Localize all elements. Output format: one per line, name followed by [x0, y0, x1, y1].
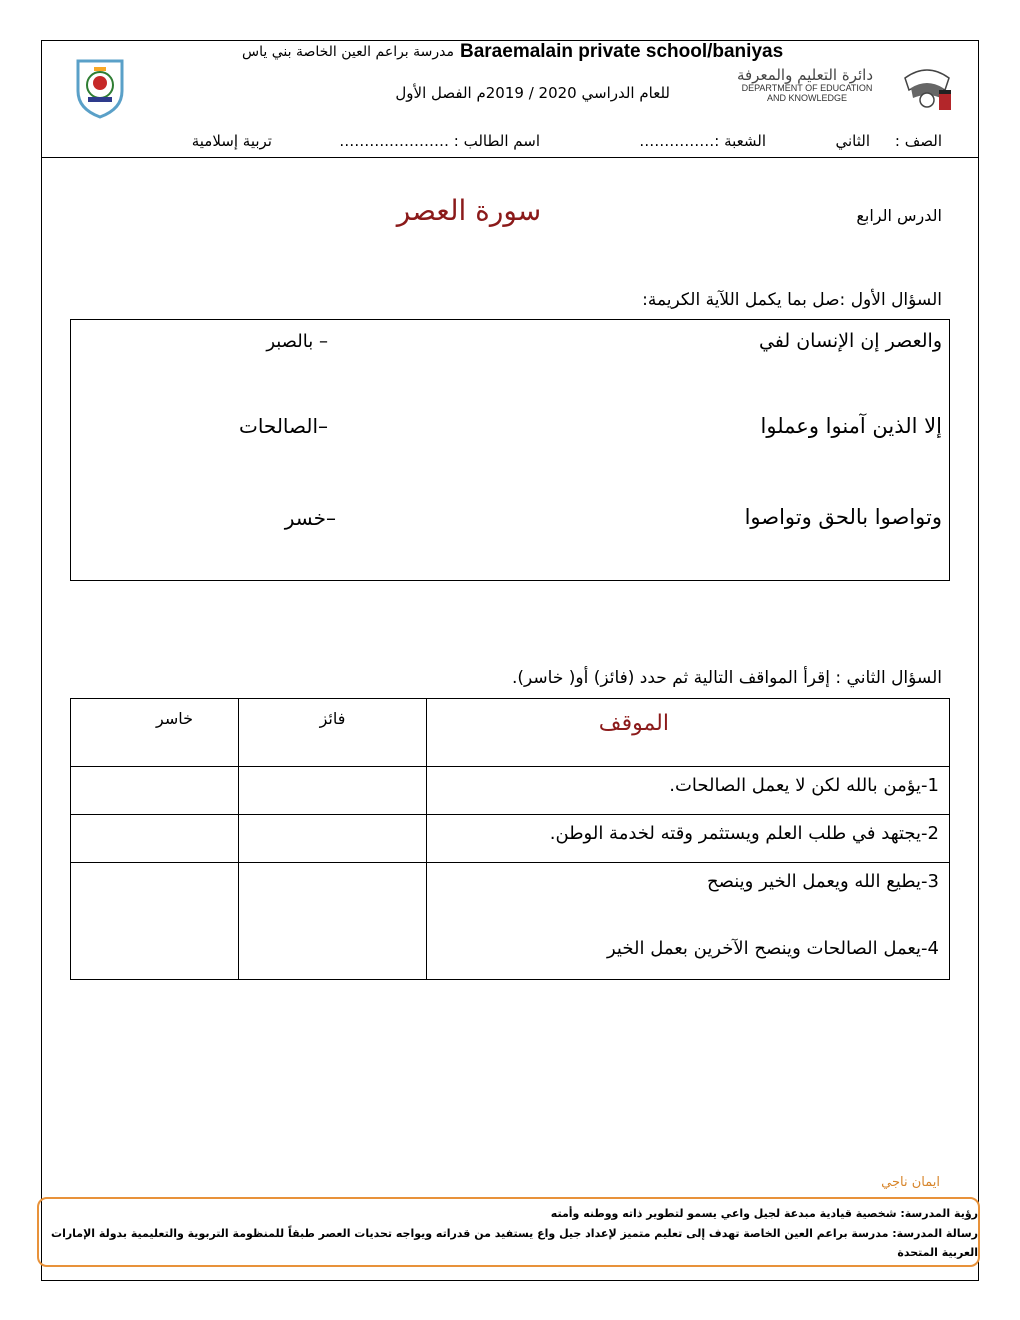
school-name-ar: مدرسة براعم العين الخاصة بني ياس [242, 44, 454, 60]
loser-answer-cell[interactable] [71, 815, 239, 863]
school-logo [72, 55, 128, 119]
winner-answer-cell[interactable] [239, 767, 427, 815]
school-mission-1: رسالة المدرسة: مدرسة براعم العين الخاصة تهدف إلى تعليم متميز لإعداد جيل واع يستفيد من قدراته ويواجه تحديات العصر طبقاً للمنظومة التربوية والتعليمية بدولة الإمارات [51, 1227, 978, 1240]
situation-4: 4-يعمل الصالحات وينصح الآخرين بعمل الخير [607, 938, 939, 959]
school-vision: رؤية المدرسة: شخصية قيادية مبدعة لجيل واعي يسمو لتطوير ذاته ووطنه وأمته [550, 1207, 978, 1220]
grade-value: الثاني [835, 132, 870, 150]
department-name-en-2: AND KNOWLEDGE [766, 93, 847, 103]
school-shield-icon [72, 55, 128, 119]
situations-table [70, 698, 950, 980]
q1-right-item-1: – بالصبر [266, 331, 328, 352]
situation-1: 1-يؤمن بالله لكن لا يعمل الصالحات. [669, 775, 939, 796]
table-row [71, 767, 950, 815]
header-loser-cell [71, 699, 239, 767]
lesson-label: الدرس الرابع [856, 206, 942, 225]
header-winner-cell [239, 699, 427, 767]
grade-label: الصف : [894, 132, 942, 150]
winner-answer-cell[interactable] [239, 815, 427, 863]
header-situation-cell [427, 699, 950, 767]
emblem-icon [901, 60, 953, 112]
department-logo [901, 60, 953, 112]
teacher-name: ايمان ناجي [881, 1175, 940, 1190]
department-name-ar: دائرة التعليم والمعرفة [736, 66, 874, 84]
subject-label: تربية إسلامية [191, 132, 272, 150]
section-field[interactable]: الشعبة :…………… [639, 132, 766, 150]
school-name-en: Baraemalain private school/baniyas [460, 41, 784, 62]
table-row [71, 863, 950, 980]
situation-cell [427, 863, 950, 980]
q1-left-item-1: والعصر إن الإنسان لفي [758, 330, 942, 352]
header-winner: فائز [319, 709, 346, 728]
school-mission-2: العربية المتحدة [897, 1246, 978, 1259]
situation-cell [427, 815, 950, 863]
header-divider [41, 157, 979, 158]
situation-3: 3-يطيع الله ويعمل الخير وينصح [707, 871, 939, 892]
header-situation: الموقف [598, 711, 669, 736]
loser-answer-cell[interactable] [71, 767, 239, 815]
winner-answer-cell[interactable] [239, 863, 427, 980]
situation-cell [427, 767, 950, 815]
q1-left-item-2: إلا الذين آمنوا وعملوا [760, 414, 942, 438]
situation-2: 2-يجتهد في طلب العلم ويستثمر وقته لخدمة الوطن. [549, 823, 939, 844]
student-name-field[interactable]: اسم الطالب : ………….……… [339, 132, 540, 150]
lesson-title: سورة العصر [396, 194, 542, 227]
q1-left-item-3: وتواصوا بالحق وتواصوا [744, 505, 942, 529]
academic-year: للعام الدراسي 2020 / 2019م الفصل الأول [395, 84, 670, 102]
table-row [71, 815, 950, 863]
question1-title: السؤال الأول :صل بما يكمل اللآية الكريمة: [642, 290, 942, 310]
q1-right-item-2: –الصالحات [238, 414, 328, 438]
department-name-en-1: DEPARTMENT OF EDUCATION [741, 83, 873, 93]
header-loser: خاسر [156, 709, 193, 728]
loser-answer-cell[interactable] [71, 863, 239, 980]
q1-right-item-3: –خسر [284, 506, 336, 530]
question1-box [70, 319, 950, 581]
table-header-row [71, 699, 950, 767]
question2-title: السؤال الثاني : إقرأ المواقف التالية ثم حدد (فائز) أو( خاسر). [512, 668, 942, 688]
